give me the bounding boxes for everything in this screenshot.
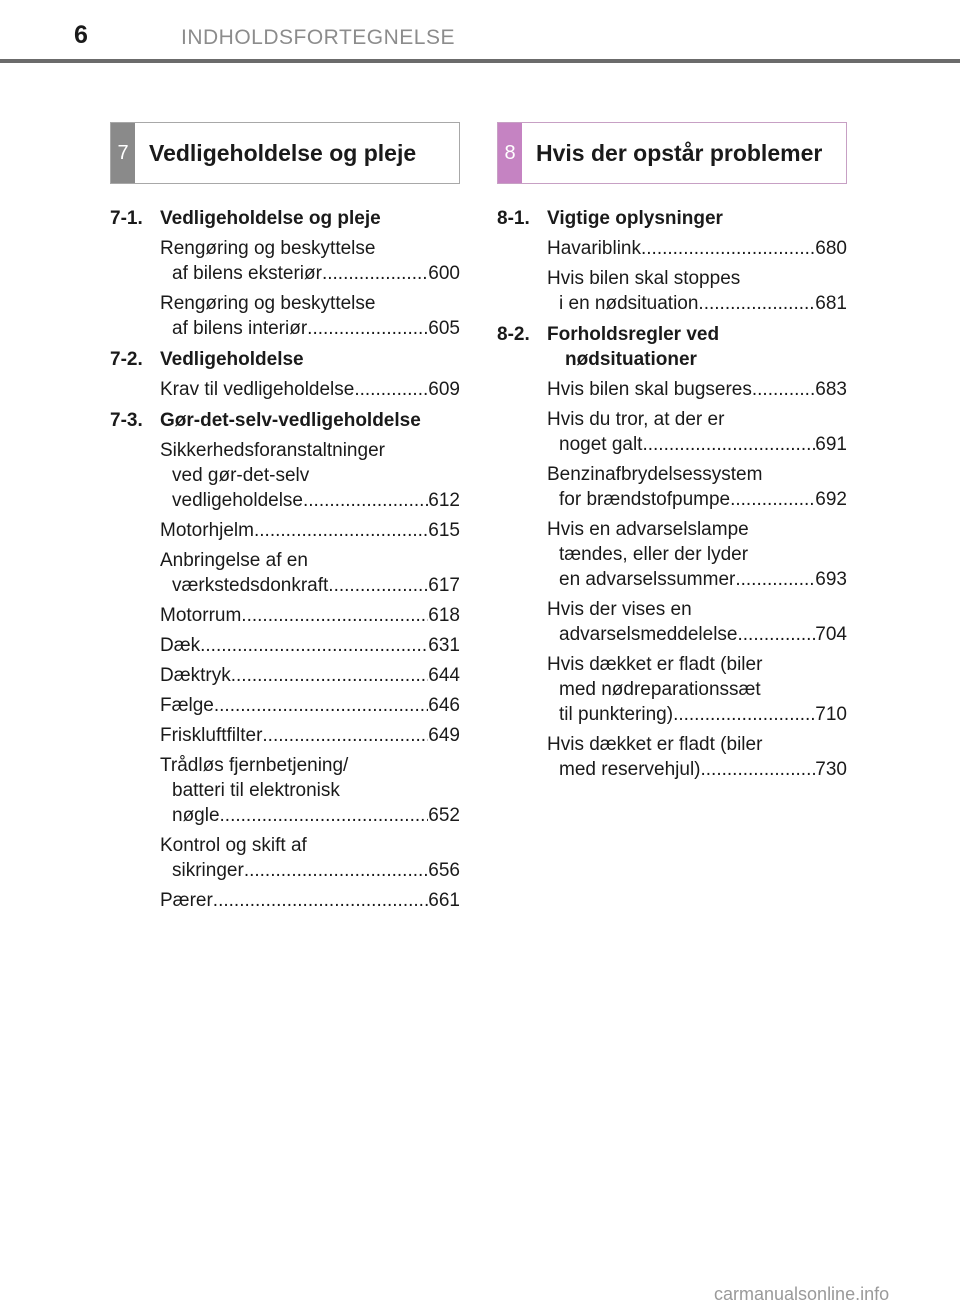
toc-entry[interactable]	[547, 517, 847, 592]
section-heading[interactable]	[110, 206, 460, 231]
page-ref: 710	[815, 704, 847, 725]
page-ref: 652	[428, 805, 460, 826]
toc-entry[interactable]	[547, 462, 847, 512]
entry-last-line	[160, 858, 460, 883]
chapter-header	[497, 122, 847, 184]
dot-leader	[641, 236, 815, 261]
section-title	[547, 206, 847, 231]
entry-text: Dæk	[160, 635, 201, 656]
entry-last-line	[547, 377, 847, 402]
section-title	[547, 322, 847, 372]
entry-text: noget galt	[559, 434, 643, 455]
chapter-7-column	[110, 122, 460, 919]
section-title	[160, 347, 460, 372]
toc-entry[interactable]	[160, 377, 460, 402]
entry-text-line: batteri til elektronisk	[172, 780, 340, 801]
dot-leader	[220, 803, 429, 828]
entry-text: vedligeholdelse	[172, 490, 303, 511]
dot-leader	[730, 487, 815, 512]
page-ref: 656	[428, 860, 460, 881]
entry-last-line	[160, 803, 460, 828]
toc-entry[interactable]	[160, 833, 460, 883]
entry-text: til punktering)	[559, 704, 674, 725]
toc-section	[497, 206, 847, 316]
page-ref: 693	[815, 569, 847, 590]
section-number: 7-3.	[110, 410, 143, 431]
page-header	[0, 0, 960, 64]
toc-section	[497, 322, 847, 782]
entry-last-line	[160, 693, 460, 718]
entry-text: i en nødsituation	[559, 293, 699, 314]
toc-entry[interactable]	[547, 266, 847, 316]
chapter-number-tab: 7	[111, 123, 135, 183]
toc-entry[interactable]	[547, 407, 847, 457]
entry-last-line	[547, 567, 847, 592]
entry-text: sikringer	[172, 860, 244, 881]
dot-leader	[244, 858, 428, 883]
dot-leader	[752, 377, 815, 402]
dot-leader	[213, 888, 429, 913]
page-ref: 600	[428, 263, 460, 284]
entry-text: Hvis bilen skal bugseres	[547, 379, 752, 400]
section-heading[interactable]	[497, 206, 847, 231]
toc-entry[interactable]	[160, 753, 460, 828]
entry-last-line	[547, 622, 847, 647]
chapter-number-tab: 8	[498, 123, 522, 183]
entry-last-line	[547, 432, 847, 457]
entry-text: Friskluftfilter	[160, 725, 263, 746]
section-title	[160, 206, 460, 231]
entry-last-line	[160, 316, 460, 341]
section-title-line: Vedligeholdelse og pleje	[160, 208, 381, 229]
dot-leader	[241, 603, 428, 628]
toc-entry[interactable]	[547, 377, 847, 402]
dot-leader	[642, 432, 815, 457]
page-ref: 631	[428, 635, 460, 656]
page-ref: 691	[815, 434, 847, 455]
entry-text: en advarselssummer	[559, 569, 736, 590]
entry-text-line: med nødreparationssæt	[559, 679, 761, 700]
toc-entry[interactable]	[547, 732, 847, 782]
entry-text-line: Hvis der vises en	[547, 599, 692, 620]
page-ref: 680	[815, 238, 847, 259]
entry-text: værkstedsdonkraft	[172, 575, 329, 596]
section-number: 8-1.	[497, 208, 530, 229]
entry-last-line	[160, 723, 460, 748]
watermark: carmanualsonline.info	[714, 1284, 890, 1304]
section-heading[interactable]	[110, 347, 460, 372]
entry-text-line: ved gør-det-selv	[172, 465, 310, 486]
page-ref: 615	[428, 520, 460, 541]
toc-entry[interactable]	[160, 723, 460, 748]
entry-last-line	[547, 757, 847, 782]
chapter-title: Vedligeholdelse og pleje	[149, 139, 417, 166]
dot-leader	[254, 518, 428, 543]
page-number: 6	[74, 21, 88, 49]
entry-text: af bilens interiør	[172, 318, 308, 339]
page-ref: 704	[815, 624, 847, 645]
entry-text-line: Benzinafbrydelsessystem	[547, 464, 763, 485]
entry-text-line: Hvis bilen skal stoppes	[547, 268, 741, 289]
entry-last-line	[160, 633, 460, 658]
entry-text: med reservehjul)	[559, 759, 701, 780]
toc-entry[interactable]	[160, 888, 460, 913]
section-heading[interactable]	[497, 322, 847, 372]
toc-entry[interactable]	[547, 652, 847, 727]
section-heading[interactable]	[110, 408, 460, 433]
entry-text: Dæktryk	[160, 665, 231, 686]
toc-entry[interactable]	[160, 518, 460, 543]
dot-leader	[698, 291, 815, 316]
toc-entry[interactable]	[160, 633, 460, 658]
entry-text: for brændstofpumpe	[559, 489, 731, 510]
entry-last-line	[160, 603, 460, 628]
entry-text-line: Trådløs fjernbetjening/	[160, 755, 349, 776]
entry-last-line	[547, 291, 847, 316]
entry-text: Krav til vedligeholdelse	[160, 379, 355, 400]
page-ref: 618	[428, 605, 460, 626]
page-ref: 683	[815, 379, 847, 400]
section-number: 7-2.	[110, 349, 143, 370]
page-ref: 609	[428, 379, 460, 400]
entry-text-line: Sikkerhedsforanstaltninger	[160, 440, 385, 461]
toc-section	[110, 347, 460, 402]
dot-leader	[673, 702, 815, 727]
entry-text: Motorhjelm	[160, 520, 254, 541]
dot-leader	[735, 567, 815, 592]
page-ref: 681	[815, 293, 847, 314]
dot-leader	[738, 622, 816, 647]
entry-last-line	[160, 888, 460, 913]
dot-leader	[322, 261, 428, 286]
page-ref: 646	[428, 695, 460, 716]
dot-leader	[214, 693, 428, 718]
entry-text-line: Rengøring og beskyttelse	[160, 238, 376, 259]
entry-text-line: Hvis en advarselslampe	[547, 519, 749, 540]
section-title-line-2: nødsituationer	[565, 349, 697, 370]
entry-last-line	[160, 261, 460, 286]
page-ref: 692	[815, 489, 847, 510]
toc-section	[110, 408, 460, 913]
dot-leader	[303, 488, 428, 513]
entry-text-line: tændes, eller der lyder	[559, 544, 749, 565]
toc-section	[110, 206, 460, 341]
section-title	[160, 408, 460, 433]
chapter-header	[110, 122, 460, 184]
entry-last-line	[160, 663, 460, 688]
entry-last-line	[547, 487, 847, 512]
entry-text: nøgle	[172, 805, 220, 826]
page-ref: 661	[428, 890, 460, 911]
entry-last-line	[160, 488, 460, 513]
toc-entry[interactable]	[160, 663, 460, 688]
entry-text: Motorrum	[160, 605, 242, 626]
toc-entry[interactable]	[160, 291, 460, 341]
entry-text: Fælge	[160, 695, 214, 716]
toc-entry[interactable]	[160, 438, 460, 513]
entry-last-line	[160, 573, 460, 598]
page-ref: 605	[428, 318, 460, 339]
page-ref: 730	[815, 759, 847, 780]
page-ref: 617	[428, 575, 460, 596]
section-title-line: Vedligeholdelse	[160, 349, 304, 370]
entry-text-line: Hvis dækket er fladt (biler	[547, 654, 763, 675]
entry-text-line: Hvis dækket er fladt (biler	[547, 734, 763, 755]
entry-text: af bilens eksteriør	[172, 263, 322, 284]
entry-text-line: Kontrol og skift af	[160, 835, 307, 856]
header-title: INDHOLDSFORTEGNELSE	[181, 26, 455, 49]
dot-leader	[307, 316, 428, 341]
dot-leader	[354, 377, 428, 402]
entry-text-line: Anbringelse af en	[160, 550, 308, 571]
toc-entry[interactable]	[160, 236, 460, 286]
entry-last-line	[160, 377, 460, 402]
chapter-title: Hvis der opstår problemer	[536, 139, 823, 166]
dot-leader	[701, 757, 816, 782]
entry-last-line	[547, 702, 847, 727]
entry-text: Pærer	[160, 890, 213, 911]
dot-leader	[262, 723, 428, 748]
section-title-line: Forholdsregler ved	[547, 324, 720, 345]
dot-leader	[231, 663, 429, 688]
toc-entry[interactable]	[160, 603, 460, 628]
section-title-line: Gør-det-selv-vedligeholdelse	[160, 410, 421, 431]
toc-entry[interactable]	[160, 693, 460, 718]
section-number: 8-2.	[497, 324, 530, 345]
toc-entry[interactable]	[547, 597, 847, 647]
entry-text-line: Rengøring og beskyttelse	[160, 293, 376, 314]
dot-leader	[328, 573, 428, 598]
page-ref: 649	[428, 725, 460, 746]
entry-text: advarselsmeddelelse	[559, 624, 738, 645]
page-ref: 612	[428, 490, 460, 511]
page-ref: 644	[428, 665, 460, 686]
entry-text-line: Hvis du tror, at der er	[547, 409, 725, 430]
entry-last-line	[160, 518, 460, 543]
toc-entry[interactable]	[547, 236, 847, 261]
dot-leader	[200, 633, 428, 658]
chapter-8-column	[497, 122, 847, 788]
toc-entry[interactable]	[160, 548, 460, 598]
section-title-line: Vigtige oplysninger	[547, 208, 723, 229]
entry-text: Havariblink	[547, 238, 641, 259]
section-number: 7-1.	[110, 208, 143, 229]
header-rule	[0, 59, 960, 63]
entry-last-line	[547, 236, 847, 261]
